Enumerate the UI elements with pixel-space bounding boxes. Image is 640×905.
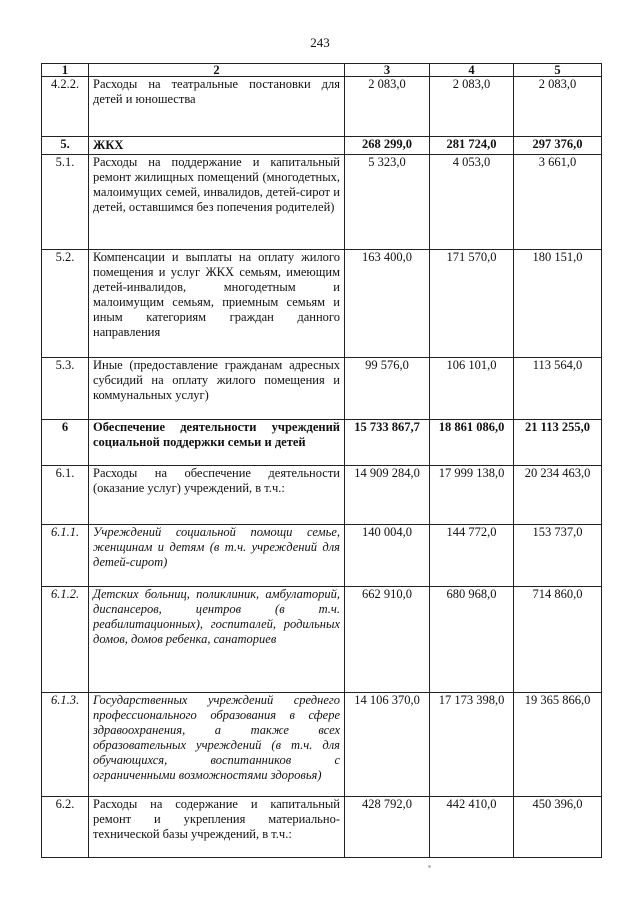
row-description: Расходы на обеспечение деятельности (оказание услуг) учреждений, в т.ч.:	[89, 466, 345, 525]
value-col-5: 20 234 463,0	[514, 466, 602, 525]
value-col-3: 163 400,0	[345, 250, 430, 358]
row-number: 6	[42, 420, 89, 466]
row-number: 5.	[42, 137, 89, 155]
value-col-5: 21 113 255,0	[514, 420, 602, 466]
row-description: Расходы на содержание и капитальный ремонт и укрепления материально-технической базы учреждений, в т.ч.:	[89, 797, 345, 858]
value-col-4: 17 999 138,0	[430, 466, 514, 525]
value-col-5: 153 737,0	[514, 525, 602, 587]
row-description: Учреждений социальной помощи семье, женщинам и детям (в т.ч. учреждений для детей-сирот)	[89, 525, 345, 587]
table-row	[42, 587, 602, 693]
value-col-5: 3 661,0	[514, 155, 602, 250]
row-number: 5.1.	[42, 155, 89, 250]
row-number: 6.1.3.	[42, 693, 89, 797]
row-number: 6.1.	[42, 466, 89, 525]
value-col-4: 17 173 398,0	[430, 693, 514, 797]
header-col-2: 2	[89, 64, 345, 77]
value-col-5: 113 564,0	[514, 358, 602, 420]
table-row	[42, 137, 602, 155]
row-number: 4.2.2.	[42, 77, 89, 137]
value-col-4: 281 724,0	[430, 137, 514, 155]
row-number: 5.3.	[42, 358, 89, 420]
value-col-5: 297 376,0	[514, 137, 602, 155]
row-description: Расходы на театральные постановки для детей и юношества	[89, 77, 345, 137]
table-row	[42, 420, 602, 466]
row-description: Компенсации и выплаты на оплату жилого помещения и услуг ЖКХ семьям, имеющим детей-инвалидов, многодетным и малоимущим семьям, приемным семьям и иным категориям граждан данного направления	[89, 250, 345, 358]
row-number: 6.1.1.	[42, 525, 89, 587]
value-col-5: 19 365 866,0	[514, 693, 602, 797]
table-row	[42, 797, 602, 858]
page-number: 243	[310, 35, 330, 50]
value-col-3: 15 733 867,7	[345, 420, 430, 466]
row-number: 6.2.	[42, 797, 89, 858]
value-col-5: 2 083,0	[514, 77, 602, 137]
value-col-3: 14 106 370,0	[345, 693, 430, 797]
table-row	[42, 250, 602, 358]
table-row	[42, 77, 602, 137]
value-col-3: 2 083,0	[345, 77, 430, 137]
table-header-row	[42, 64, 602, 77]
row-description: Государственных учреждений среднего профессионального образования в сфере здравоохранения, а также всех образовательных учреждений (в т.ч. для обучающихся, воспитанников с ограниченными возможностями здоровья)	[89, 693, 345, 797]
row-description: Обеспечение деятельности учреждений социальной поддержки семьи и детей	[89, 420, 345, 466]
table-row	[42, 358, 602, 420]
budget-table	[41, 63, 602, 858]
value-col-5: 714 860,0	[514, 587, 602, 693]
value-col-4: 680 968,0	[430, 587, 514, 693]
value-col-3: 14 909 284,0	[345, 466, 430, 525]
value-col-3: 428 792,0	[345, 797, 430, 858]
row-number: 5.2.	[42, 250, 89, 358]
header-col-5: 5	[514, 64, 602, 77]
value-col-3: 662 910,0	[345, 587, 430, 693]
value-col-4: 442 410,0	[430, 797, 514, 858]
scan-speck	[428, 865, 431, 868]
value-col-3: 140 004,0	[345, 525, 430, 587]
value-col-4: 171 570,0	[430, 250, 514, 358]
table-row	[42, 155, 602, 250]
row-description: Иные (предоставление гражданам адресных субсидий на оплату жилого помещения и коммунальных услуг)	[89, 358, 345, 420]
header-col-1: 1	[42, 64, 89, 77]
row-description: Расходы на поддержание и капитальный ремонт жилищных помещений (многодетных, малоимущих семей, инвалидов, детей-сирот и детей, оставшимся без попечения родителей)	[89, 155, 345, 250]
value-col-3: 99 576,0	[345, 358, 430, 420]
value-col-4: 144 772,0	[430, 525, 514, 587]
table-row	[42, 525, 602, 587]
table-row	[42, 466, 602, 525]
value-col-4: 4 053,0	[430, 155, 514, 250]
header-col-3: 3	[345, 64, 430, 77]
table-row	[42, 693, 602, 797]
row-description: Детских больниц, поликлиник, амбулаторий, диспансеров, центров (в т.ч. реабилитационных), госпиталей, родильных домов, домов ребенка, санаториев	[89, 587, 345, 693]
header-col-4: 4	[430, 64, 514, 77]
row-number: 6.1.2.	[42, 587, 89, 693]
value-col-3: 268 299,0	[345, 137, 430, 155]
value-col-4: 18 861 086,0	[430, 420, 514, 466]
value-col-4: 2 083,0	[430, 77, 514, 137]
value-col-5: 180 151,0	[514, 250, 602, 358]
row-description: ЖКХ	[89, 137, 345, 155]
value-col-3: 5 323,0	[345, 155, 430, 250]
value-col-4: 106 101,0	[430, 358, 514, 420]
value-col-5: 450 396,0	[514, 797, 602, 858]
